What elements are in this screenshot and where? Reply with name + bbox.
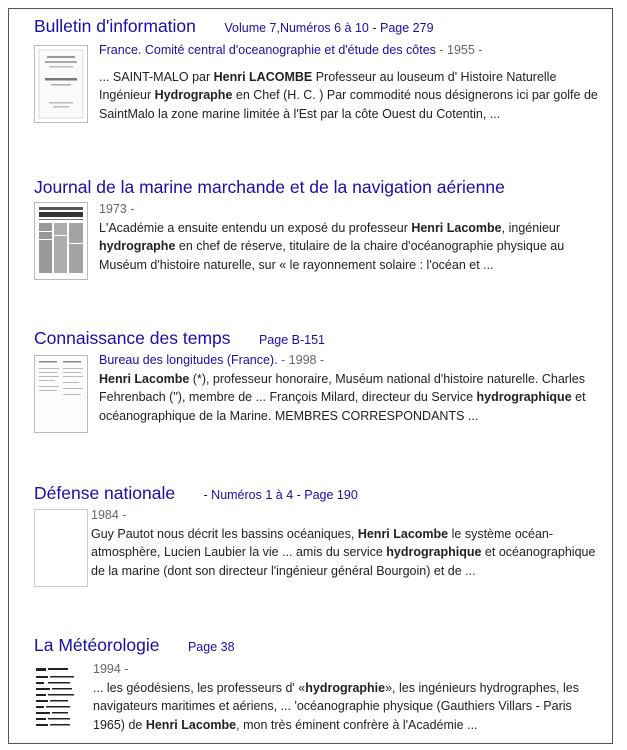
snippet-highlight: Henri LACOMBE (213, 69, 313, 84)
result-meta (93, 660, 579, 679)
snippet-text: , mon très éminent confrère à l'Académie ... (236, 717, 478, 732)
result-page-link[interactable]: - Numéros 1 à 4 - Page 190 (203, 488, 358, 502)
snippet-line (99, 105, 598, 124)
snippet-text: navigateurs maritimes et aériens, ... 'océanographie physique (Gauthiers Villars - Paris (93, 699, 572, 713)
snippet-text: (*), professeur honoraire, Muséum national d'histoire naturelle. Charles (189, 371, 585, 386)
snippet-line (93, 679, 579, 698)
result-title-link[interactable]: Connaissance des temps (34, 328, 231, 348)
snippet-text: SaintMalo la zone marine limitée à l'Est par la côte Ouest du Cotentin, ... (99, 106, 501, 121)
snippet-line (99, 256, 564, 275)
blank-thumbnail[interactable] (34, 509, 88, 587)
snippet-text: atmosphère, Lucien Laubier la vie ... amis du service (91, 545, 387, 559)
result-title-line (34, 16, 434, 37)
snippet-text: en chef de réserve, titulaire de la chaire d'océanographie physique au (175, 239, 565, 253)
snippet-text: Ingénieur (99, 88, 155, 102)
snippet-line (99, 86, 598, 105)
snippet-text: et (571, 390, 586, 404)
snippet-highlight: Hydrographe (154, 88, 233, 102)
snippet-text: de la marine (dont son directeur l'ingénieur général Bourgoin) et de ... (91, 563, 476, 578)
snippet-line (99, 370, 586, 389)
book-cover-thumbnail[interactable] (34, 45, 88, 123)
snippet-text: océanographique de la Marine. MEMBRES CORRESPONDANTS ... (99, 408, 479, 423)
snippet-line (93, 716, 579, 735)
result-body (93, 660, 579, 734)
snippet-line (91, 543, 595, 562)
result-meta (99, 41, 598, 60)
snippet-line (99, 219, 564, 238)
result-snippet (93, 679, 579, 735)
result-meta (99, 351, 586, 370)
snippet-highlight: hydrographique (476, 390, 572, 404)
result-title-link[interactable]: Journal de la marine marchande et de la navigation aérienne (34, 177, 505, 197)
snippet-highlight: Henri Lacombe (99, 371, 190, 386)
result-title-link[interactable]: Défense nationale (34, 483, 176, 503)
result-meta (99, 200, 564, 219)
snippet-text: le système océan- (448, 526, 554, 541)
snippet-highlight: hydrographie (305, 680, 386, 695)
journal-page-thumbnail[interactable] (34, 664, 88, 734)
result-year: 1994 - (93, 662, 129, 676)
snippet-text: 1965) de (93, 717, 146, 732)
result-title-link[interactable]: Bulletin d'information (34, 16, 196, 36)
publisher-link[interactable]: France. Comité central d'oceanographie et d'étude des côtes (99, 43, 436, 57)
snippet-line (99, 237, 564, 256)
result-title-line (34, 483, 358, 504)
document-thumbnail[interactable] (34, 355, 88, 433)
snippet-text: et océanographique (481, 545, 596, 559)
newspaper-thumbnail[interactable] (34, 202, 88, 280)
result-meta (91, 506, 595, 525)
snippet-text: Guy Pautot nous décrit les bassins océaniques, (91, 526, 358, 541)
snippet-text: en Chef (H. C. ) Par commodité nous désignerons ici par golfe de (232, 88, 598, 102)
snippet-text: Fehrenbach ("), membre de ... François Milard, directeur du Service (99, 390, 477, 404)
result-snippet (91, 525, 595, 581)
snippet-text: Muséum d'histoire naturelle, sur « le rayonnement solaire : l'océan et ... (99, 257, 494, 272)
result-page-link[interactable]: Page 38 (187, 640, 235, 654)
result-body (91, 506, 595, 580)
snippet-line (99, 388, 586, 407)
snippet-text: L'Académie a ensuite entendu un exposé du professeur (99, 220, 412, 235)
result-year: - 1998 - (277, 353, 325, 367)
result-title-line (34, 328, 325, 349)
snippet-text: , ingénieur (501, 220, 561, 235)
result-body (99, 351, 586, 425)
search-results-panel (8, 8, 613, 744)
snippet-line (99, 68, 598, 87)
snippet-highlight: Henri Lacombe (145, 717, 237, 732)
result-title-line (34, 635, 235, 656)
snippet-text: ... SAINT-MALO par (99, 69, 214, 84)
snippet-text: », les ingénieurs hydrographes, les (385, 680, 579, 695)
snippet-line (99, 407, 586, 426)
result-page-link[interactable]: Page B-151 (258, 333, 325, 347)
publisher-link[interactable]: Bureau des longitudes (France). (99, 353, 278, 367)
result-year: 1984 - (91, 508, 127, 522)
snippet-text: Professeur au louseum d' Histoire Naturelle (312, 69, 557, 84)
result-year: - 1955 - (435, 43, 483, 57)
snippet-line (91, 525, 595, 544)
result-snippet (99, 370, 586, 426)
result-snippet (99, 219, 564, 275)
result-title-line (34, 177, 505, 198)
snippet-line (91, 562, 595, 581)
result-snippet (99, 68, 598, 124)
result-body (99, 41, 598, 123)
snippet-highlight: hydrographe (99, 239, 176, 253)
snippet-line (93, 697, 579, 716)
snippet-highlight: Henri Lacombe (357, 526, 449, 541)
snippet-highlight: hydrographique (386, 545, 482, 559)
snippet-highlight: Henri Lacombe (411, 220, 502, 235)
result-year: 1973 - (99, 202, 135, 216)
snippet-text: ... les géodésiens, les professeurs d' « (93, 680, 306, 695)
result-page-link[interactable]: Volume 7,Numéros 6 à 10 - Page 279 (224, 21, 434, 35)
result-title-link[interactable]: La Météorologie (34, 635, 160, 655)
result-body (99, 200, 564, 274)
